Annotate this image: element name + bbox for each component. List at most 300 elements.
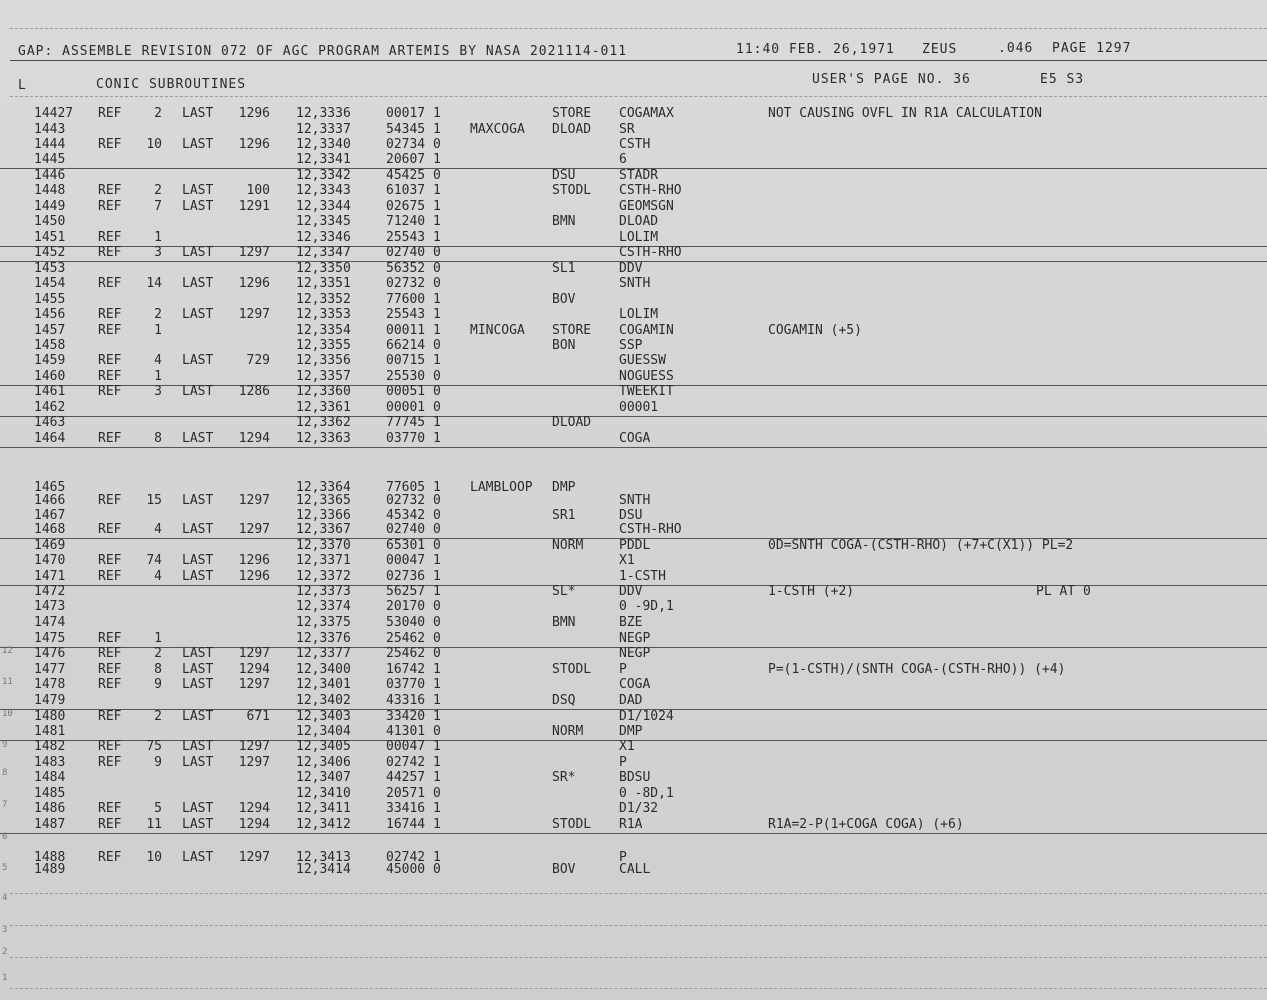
row-addr: 12,3364 xyxy=(296,480,351,495)
row-refn: 2 xyxy=(154,106,162,121)
listing-user: ZEUS xyxy=(922,42,958,57)
listing-row xyxy=(0,152,1267,169)
row-op: NORM xyxy=(552,538,584,553)
ruled-line xyxy=(10,988,1267,989)
row-seq: 1470 xyxy=(34,553,66,568)
row-lastn: 1296 xyxy=(238,137,270,152)
row-refn: 5 xyxy=(154,801,162,816)
row-refn: 4 xyxy=(154,522,162,537)
row-addr: 12,3370 xyxy=(296,538,351,553)
row-ref: REF xyxy=(98,522,122,537)
row-code: 43316 1 xyxy=(386,693,441,708)
row-lastn: 1297 xyxy=(238,755,270,770)
row-lastn: 1297 xyxy=(238,646,270,661)
row-seq: 1480 xyxy=(34,709,66,724)
row-operand: 00001 xyxy=(619,400,659,415)
row-operand: BDSU xyxy=(619,770,651,785)
row-ref: REF xyxy=(98,553,122,568)
row-lastn: 1297 xyxy=(238,245,270,260)
row-addr: 12,3351 xyxy=(296,276,351,291)
row-code: 56352 0 xyxy=(386,261,441,276)
row-operand: DAD xyxy=(619,693,643,708)
row-operand: X1 xyxy=(619,739,635,754)
row-operand: SSP xyxy=(619,338,643,353)
row-addr: 12,3410 xyxy=(296,786,351,801)
row-seq: 1448 xyxy=(34,183,66,198)
row-last: LAST xyxy=(182,817,214,832)
row-operand: D1/32 xyxy=(619,801,659,816)
row-operand: SNTH xyxy=(619,276,651,291)
listing-row xyxy=(0,415,1267,431)
row-op: BOV xyxy=(552,292,576,307)
row-operand: 6 xyxy=(619,152,627,167)
row-last: LAST xyxy=(182,569,214,584)
listing-row xyxy=(0,615,1267,631)
row-code: 65301 0 xyxy=(386,538,441,553)
row-last: LAST xyxy=(182,431,214,446)
subheader-rule xyxy=(10,96,1267,97)
row-ref: REF xyxy=(98,646,122,661)
row-refn: 9 xyxy=(154,677,162,692)
row-addr: 12,3376 xyxy=(296,631,351,646)
row-lastn: 1297 xyxy=(238,493,270,508)
row-refn: 15 xyxy=(146,493,162,508)
row-code: 02736 1 xyxy=(386,569,441,584)
row-addr: 12,3372 xyxy=(296,569,351,584)
row-code: 77600 1 xyxy=(386,292,441,307)
listing-row xyxy=(0,307,1267,323)
row-ref: REF xyxy=(98,137,122,152)
row-addr: 12,3405 xyxy=(296,739,351,754)
row-operand: GEOMSGN xyxy=(619,199,674,214)
row-op: SL* xyxy=(552,584,576,599)
row-code: 02675 1 xyxy=(386,199,441,214)
row-addr: 12,3375 xyxy=(296,615,351,630)
row-ref: REF xyxy=(98,709,122,724)
row-ref: REF xyxy=(98,493,122,508)
row-code: 77745 1 xyxy=(386,415,441,430)
row-lastn: 1296 xyxy=(238,276,270,291)
row-addr: 12,3377 xyxy=(296,646,351,661)
row-seq: 1451 xyxy=(34,230,66,245)
row-operand: NOGUESS xyxy=(619,369,674,384)
row-operand: NEGP xyxy=(619,631,651,646)
row-last: LAST xyxy=(182,553,214,568)
row-last: LAST xyxy=(182,677,214,692)
row-refn: 8 xyxy=(154,662,162,677)
row-code: 77605 1 xyxy=(386,480,441,495)
row-operand: 0 -9D,1 xyxy=(619,599,674,614)
listing-row xyxy=(0,739,1267,755)
row-code: 02742 1 xyxy=(386,755,441,770)
row-last: LAST xyxy=(182,755,214,770)
row-lastn: 100 xyxy=(246,183,270,198)
listing-version: .046 xyxy=(998,41,1034,56)
listing-row xyxy=(0,584,1267,600)
row-lastn: 1296 xyxy=(238,569,270,584)
row-seq: 1455 xyxy=(34,292,66,307)
row-code: 03770 1 xyxy=(386,677,441,692)
row-operand: 0 -8D,1 xyxy=(619,786,674,801)
margin-mark: 9 xyxy=(2,740,8,750)
listing-row xyxy=(0,677,1267,693)
row-code: 25462 0 xyxy=(386,631,441,646)
row-lastn: 1297 xyxy=(238,307,270,322)
row-comment2: PL AT 0 xyxy=(1036,584,1091,599)
listing-row xyxy=(0,137,1267,153)
row-op: NORM xyxy=(552,724,584,739)
row-operand: COGAMAX xyxy=(619,106,674,121)
row-ref: REF xyxy=(98,369,122,384)
margin-mark: 10 xyxy=(2,709,13,719)
row-seq: 1487 xyxy=(34,817,66,832)
row-op: BON xyxy=(552,338,576,353)
margin-mark: 12 xyxy=(2,646,13,656)
row-lastn: 1297 xyxy=(238,850,270,865)
row-addr: 12,3401 xyxy=(296,677,351,692)
listing-datetime: 11:40 FEB. 26,1971 xyxy=(736,42,895,57)
row-last: LAST xyxy=(182,307,214,322)
row-ref: REF xyxy=(98,353,122,368)
row-code: 25462 0 xyxy=(386,646,441,661)
row-operand: PDDL xyxy=(619,538,651,553)
listing-row xyxy=(0,786,1267,802)
row-addr: 12,3337 xyxy=(296,122,351,137)
row-addr: 12,3363 xyxy=(296,431,351,446)
row-code: 02742 1 xyxy=(386,850,441,865)
row-seq: 1449 xyxy=(34,199,66,214)
row-last: LAST xyxy=(182,493,214,508)
row-refn: 8 xyxy=(154,431,162,446)
row-last: LAST xyxy=(182,353,214,368)
row-seq: 1456 xyxy=(34,307,66,322)
row-operand: DLOAD xyxy=(619,214,659,229)
row-addr: 12,3346 xyxy=(296,230,351,245)
listing-row xyxy=(0,245,1267,262)
row-op: DMP xyxy=(552,480,576,495)
section-ref: E5 S3 xyxy=(1040,72,1085,87)
row-addr: 12,3357 xyxy=(296,369,351,384)
row-comment: R1A=2-P(1+COGA COGA) (+6) xyxy=(768,817,964,832)
listing-row xyxy=(0,106,1267,122)
row-operand: CSTH-RHO xyxy=(619,522,682,537)
row-operand: 1-CSTH xyxy=(619,569,666,584)
row-addr: 12,3413 xyxy=(296,850,351,865)
row-code: 66214 0 xyxy=(386,338,441,353)
listing-row xyxy=(0,261,1267,277)
row-seq: 1460 xyxy=(34,369,66,384)
row-operand: CSTH xyxy=(619,137,651,152)
row-seq: 1477 xyxy=(34,662,66,677)
row-operand: CSTH-RHO xyxy=(619,183,682,198)
row-addr: 12,3371 xyxy=(296,553,351,568)
row-refn: 4 xyxy=(154,569,162,584)
row-last: LAST xyxy=(182,522,214,537)
row-op: BOV xyxy=(552,862,576,877)
row-refn: 1 xyxy=(154,323,162,338)
row-last: LAST xyxy=(182,384,214,399)
row-code: 03770 1 xyxy=(386,431,441,446)
row-last: LAST xyxy=(182,646,214,661)
listing-row xyxy=(0,493,1267,509)
row-refn: 11 xyxy=(146,817,162,832)
row-comment: P=(1-CSTH)/(SNTH COGA-(CSTH-RHO)) (+4) xyxy=(768,662,1066,677)
row-refn: 14 xyxy=(146,276,162,291)
row-code: 02740 0 xyxy=(386,522,441,537)
row-last: LAST xyxy=(182,199,214,214)
listing-row xyxy=(0,646,1267,662)
listing-row xyxy=(0,693,1267,710)
row-refn: 74 xyxy=(146,553,162,568)
row-operand: COGA xyxy=(619,431,651,446)
row-op: SR1 xyxy=(552,508,576,523)
row-code: 56257 1 xyxy=(386,584,441,599)
row-refn: 9 xyxy=(154,755,162,770)
row-ref: REF xyxy=(98,199,122,214)
row-operand: COGAMIN xyxy=(619,323,674,338)
row-seq: 1464 xyxy=(34,431,66,446)
margin-mark: 11 xyxy=(2,677,13,687)
row-operand: CALL xyxy=(619,862,651,877)
row-code: 25530 0 xyxy=(386,369,441,384)
listing-row xyxy=(0,122,1267,138)
row-seq: 1475 xyxy=(34,631,66,646)
row-addr: 12,3407 xyxy=(296,770,351,785)
users-page-number: USER'S PAGE NO. 36 xyxy=(812,72,971,87)
row-code: 00047 1 xyxy=(386,739,441,754)
row-code: 02732 0 xyxy=(386,493,441,508)
row-operand: DDV xyxy=(619,584,643,599)
row-addr: 12,3350 xyxy=(296,261,351,276)
row-operand: DDV xyxy=(619,261,643,276)
row-addr: 12,3360 xyxy=(296,384,351,399)
row-lastn: 1291 xyxy=(238,199,270,214)
row-op: BMN xyxy=(552,615,576,630)
listing-row xyxy=(0,338,1267,354)
row-operand: COGA xyxy=(619,677,651,692)
listing-row xyxy=(0,817,1267,834)
listing-row xyxy=(0,599,1267,615)
row-code: 00001 0 xyxy=(386,400,441,415)
row-addr: 12,3353 xyxy=(296,307,351,322)
row-seq: 1479 xyxy=(34,693,66,708)
row-op: STORE xyxy=(552,323,592,338)
row-op: STODL xyxy=(552,817,592,832)
row-comment: NOT CAUSING OVFL IN R1A CALCULATION xyxy=(768,106,1042,121)
row-ref: REF xyxy=(98,677,122,692)
row-op: DSQ xyxy=(552,693,576,708)
ruled-line xyxy=(10,957,1267,958)
row-code: 20170 0 xyxy=(386,599,441,614)
row-last: LAST xyxy=(182,276,214,291)
listing-row xyxy=(0,384,1267,400)
row-label: MAXCOGA xyxy=(470,122,525,137)
row-code: 44257 1 xyxy=(386,770,441,785)
row-ref: REF xyxy=(98,276,122,291)
row-seq: 1478 xyxy=(34,677,66,692)
row-code: 00051 0 xyxy=(386,384,441,399)
row-seq: 1469 xyxy=(34,538,66,553)
row-seq: 1485 xyxy=(34,786,66,801)
row-refn: 10 xyxy=(146,137,162,152)
listing-row xyxy=(0,538,1267,554)
row-code: 20607 1 xyxy=(386,152,441,167)
row-seq: 1472 xyxy=(34,584,66,599)
row-refn: 7 xyxy=(154,199,162,214)
listing-title: GAP: ASSEMBLE REVISION 072 OF AGC PROGRAM ARTEMIS BY NASA 2021114-011 xyxy=(18,44,628,59)
row-code: 20571 0 xyxy=(386,786,441,801)
margin-mark: 6 xyxy=(2,832,8,842)
ruled-line xyxy=(10,925,1267,926)
row-addr: 12,3352 xyxy=(296,292,351,307)
row-seq: 1483 xyxy=(34,755,66,770)
row-refn: 1 xyxy=(154,369,162,384)
row-lastn: 671 xyxy=(246,709,270,724)
row-ref: REF xyxy=(98,850,122,865)
listing-row xyxy=(0,323,1267,339)
row-ref: REF xyxy=(98,569,122,584)
row-addr: 12,3361 xyxy=(296,400,351,415)
row-addr: 12,3367 xyxy=(296,522,351,537)
row-code: 00017 1 xyxy=(386,106,441,121)
row-addr: 12,3344 xyxy=(296,199,351,214)
row-ref: REF xyxy=(98,323,122,338)
row-lastn: 1294 xyxy=(238,662,270,677)
row-seq: 1467 xyxy=(34,508,66,523)
row-operand: X1 xyxy=(619,553,635,568)
row-addr: 12,3362 xyxy=(296,415,351,430)
row-seq: 1444 xyxy=(34,137,66,152)
row-lastn: 1296 xyxy=(238,553,270,568)
row-op: STODL xyxy=(552,662,592,677)
row-code: 25543 1 xyxy=(386,230,441,245)
row-refn: 3 xyxy=(154,245,162,260)
row-code: 02740 0 xyxy=(386,245,441,260)
row-last: LAST xyxy=(182,137,214,152)
listing-row xyxy=(0,276,1267,292)
row-seq: 1486 xyxy=(34,801,66,816)
listing-row xyxy=(0,770,1267,786)
row-seq: 1481 xyxy=(34,724,66,739)
margin-mark: 4 xyxy=(2,893,8,903)
row-refn: 75 xyxy=(146,739,162,754)
row-refn: 3 xyxy=(154,384,162,399)
margin-mark: 3 xyxy=(2,925,8,935)
row-seq: 1474 xyxy=(34,615,66,630)
row-ref: REF xyxy=(98,801,122,816)
row-last: LAST xyxy=(182,662,214,677)
row-seq: 1468 xyxy=(34,522,66,537)
row-code: 53040 0 xyxy=(386,615,441,630)
row-addr: 12,3340 xyxy=(296,137,351,152)
row-seq: 14427 xyxy=(34,106,74,121)
row-operand: P xyxy=(619,662,627,677)
row-lastn: 1294 xyxy=(238,431,270,446)
row-lastn: 729 xyxy=(246,353,270,368)
row-last: LAST xyxy=(182,106,214,121)
margin-mark: 2 xyxy=(2,947,8,957)
row-seq: 1466 xyxy=(34,493,66,508)
row-operand: LOLIM xyxy=(619,230,659,245)
row-code: 16742 1 xyxy=(386,662,441,677)
row-code: 45342 0 xyxy=(386,508,441,523)
margin-mark: 5 xyxy=(2,863,8,873)
row-ref: REF xyxy=(98,817,122,832)
row-operand: R1A xyxy=(619,817,643,832)
row-op: DSU xyxy=(552,168,576,183)
listing-row xyxy=(0,431,1267,448)
row-label: LAMBLOOP xyxy=(470,480,533,495)
row-addr: 12,3347 xyxy=(296,245,351,260)
row-addr: 12,3374 xyxy=(296,599,351,614)
row-ref: REF xyxy=(98,384,122,399)
row-seq: 1454 xyxy=(34,276,66,291)
row-lastn: 1297 xyxy=(238,677,270,692)
perforation-rule xyxy=(10,28,1267,29)
row-code: 54345 1 xyxy=(386,122,441,137)
row-operand: STADR xyxy=(619,168,659,183)
row-ref: REF xyxy=(98,230,122,245)
row-code: 25543 1 xyxy=(386,307,441,322)
listing-row xyxy=(0,292,1267,308)
row-code: 61037 1 xyxy=(386,183,441,198)
listing-row xyxy=(0,353,1267,369)
row-op: SL1 xyxy=(552,261,576,276)
row-seq: 1452 xyxy=(34,245,66,260)
row-code: 71240 1 xyxy=(386,214,441,229)
row-code: 02734 0 xyxy=(386,137,441,152)
row-addr: 12,3343 xyxy=(296,183,351,198)
listing-row xyxy=(0,553,1267,569)
section-title: CONIC SUBROUTINES xyxy=(96,77,247,92)
listing-row xyxy=(0,214,1267,230)
listing-row xyxy=(0,755,1267,771)
row-op: DLOAD xyxy=(552,415,592,430)
row-seq: 1471 xyxy=(34,569,66,584)
row-last: LAST xyxy=(182,709,214,724)
row-refn: 4 xyxy=(154,353,162,368)
row-ref: REF xyxy=(98,662,122,677)
row-seq: 1462 xyxy=(34,400,66,415)
listing-row xyxy=(0,183,1267,199)
row-code: 45425 0 xyxy=(386,168,441,183)
row-ref: REF xyxy=(98,631,122,646)
row-refn: 1 xyxy=(154,631,162,646)
row-seq: 1476 xyxy=(34,646,66,661)
row-addr: 12,3336 xyxy=(296,106,351,121)
row-last: LAST xyxy=(182,739,214,754)
row-op: DLOAD xyxy=(552,122,592,137)
row-code: 02732 0 xyxy=(386,276,441,291)
row-code: 41301 0 xyxy=(386,724,441,739)
listing-page-number: PAGE 1297 xyxy=(1052,41,1132,56)
margin-mark: 7 xyxy=(2,800,8,810)
row-refn: 2 xyxy=(154,646,162,661)
row-operand: SR xyxy=(619,122,635,137)
row-addr: 12,3402 xyxy=(296,693,351,708)
row-seq: 1484 xyxy=(34,770,66,785)
row-addr: 12,3400 xyxy=(296,662,351,677)
row-comment: 1-CSTH (+2) xyxy=(768,584,855,599)
row-seq: 1453 xyxy=(34,261,66,276)
row-addr: 12,3341 xyxy=(296,152,351,167)
row-operand: GUESSW xyxy=(619,353,666,368)
row-refn: 2 xyxy=(154,183,162,198)
row-addr: 12,3366 xyxy=(296,508,351,523)
row-addr: 12,3355 xyxy=(296,338,351,353)
row-operand: LOLIM xyxy=(619,307,659,322)
listing-row xyxy=(0,801,1267,817)
